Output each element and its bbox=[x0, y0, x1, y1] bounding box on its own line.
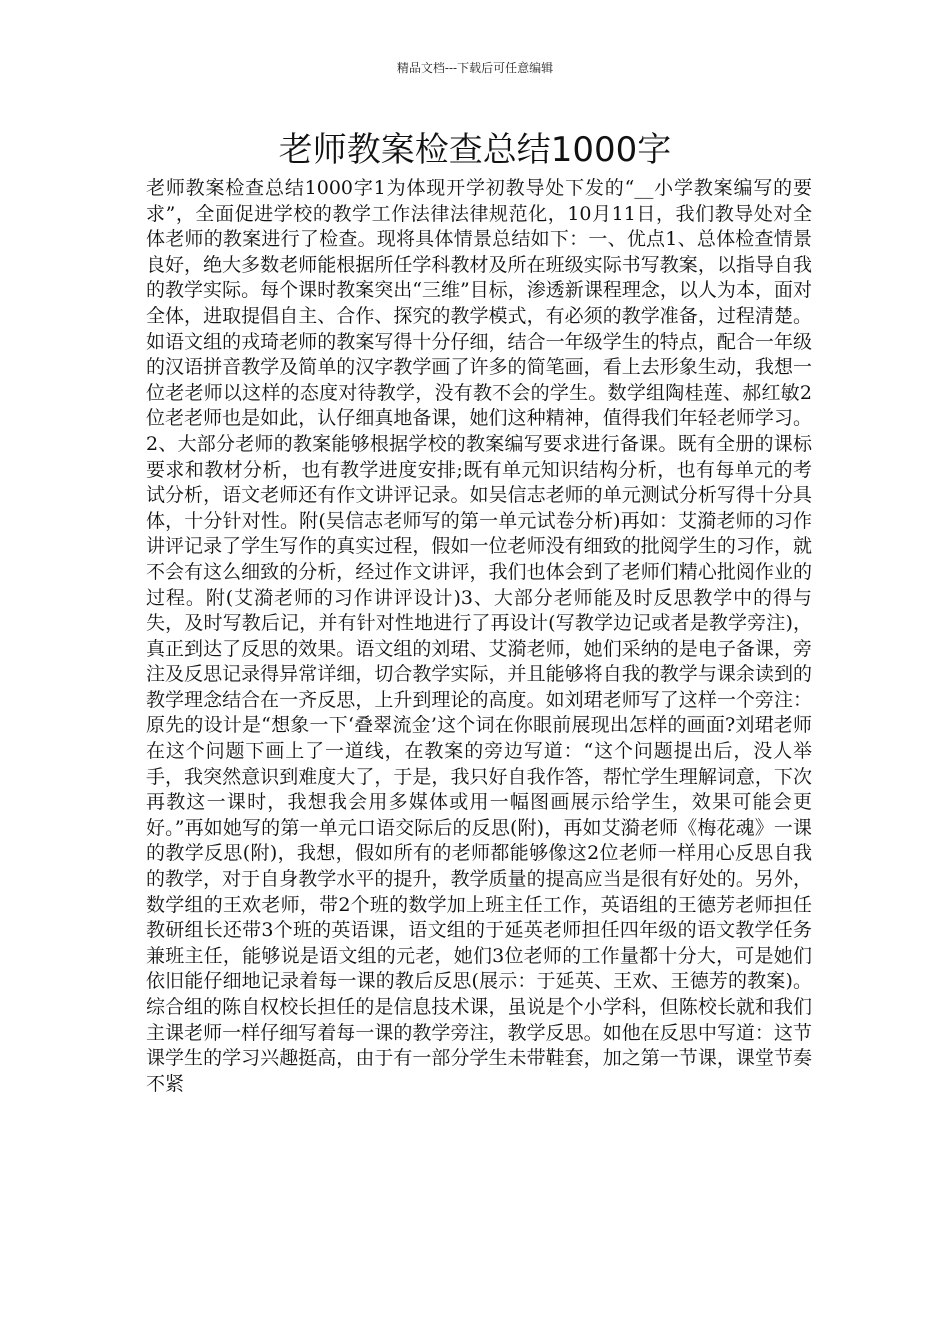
document-body-paragraph: 老师教案检查总结1000字1为体现开学初教导处下发的“__小学教案编写的要求”，全面促进学校的教学工作法律法律规范化，10月11日，我们教导处对全体老师的教案进行了检查。现将具体情景总结如下：一、优点1、总体检查情景良好，绝大多数老师能根据所任学科教材及所在班级实际书写教案，以指导自我的教学实际。每个课时教案突出“三维”目标，渗透新课程理念，以人为本，面对全体，进取提倡自主、合作、探究的教学模式，有必须的教学准备，过程清楚。如语文组的戎琦老师的教案写得十分仔细，结合一年级学生的特点，配合一年级的汉语拼音教学及简单的汉字教学画了许多的简笔画，看上去形象生动，我想一位老老师以这样的态度对待教学，没有教不会的学生。数学组陶桂莲、郝红敏2位老老师也是如此，认仔细真地备课，她们这种精神，值得我们年轻老师学习。2、大部分老师的教案能够根据学校的教案编写要求进行备课。既有全册的课标要求和教材分析，也有教学进度安排;既有单元知识结构分析，也有每单元的考试分析，语文老师还有作文讲评记录。如吴信志老师的单元测试分析写得十分具体，十分针对性。附(吴信志老师写的第一单元试卷分析)再如：艾漪老师的习作讲评记录了学生写作的真实过程，假如一位老师没有细致的批阅学生的习作，就不会有这么细致的分析，经过作文讲评，我们也体会到了老师们精心批阅作业的过程。附(艾漪老师的习作讲评设计)3、大部分老师能及时反思教学中的得与失，及时写教后记，并有针对性地进行了再设计(写教学边记或者是教学旁注)，真正到达了反思的效果。语文组的刘珺、艾漪老师，她们采纳的是电子备课，旁注及反思记录得异常详细，切合教学实际，并且能够将自我的教学与课余读到的教学理念结合在一齐反思，上升到理论的高度。如刘珺老师写了这样一个旁注：原先的设计是“想象一下‘叠翠流金’这个词在你眼前展现出怎样的画面?刘珺老师在这个问题下画上了一道线，在教案的旁边写道：“这个问题提出后，没人举手，我突然意识到难度大了，于是，我只好自我作答，帮忙学生理解词意，下次再教这一课时，我想我会用多媒体或用一幅图画展示给学生，效果可能会更好。”再如她写的第一单元口语交际后的反思(附)，再如艾漪老师《梅花魂》一课的教学反思(附)，我想，假如所有的老师都能够像这2位老师一样用心反思自我的教学，对于自身教学水平的提升，教学质量的提高应当是很有好处的。另外，数学组的王欢老师，带2个班的数学加上班主任工作，英语组的王德芳老师担任教研组长还带3个班的英语课，语文组的于延英老师担任四年级的语文教学任务兼班主任，能够说是语文组的元老，她们3位老师的工作量都十分大，可是她们依旧能仔细地记录着每一课的教后反思(展示：于延英、王欢、王德芳的教案)。综合组的陈自权校长担任的是信息技术课，虽说是个小学科，但陈校长就和我们主课老师一样仔细写着每一课的教学旁注，教学反思。如他在反思中写道：这节课学生的学习兴趣挺高，由于有一部分学生未带鞋套，加之第一节课，课堂节奏不紧 bbox=[146, 177, 812, 1095]
page-header-note: 精品文档---下载后可任意编辑 bbox=[396, 61, 554, 75]
document-title: 老师教案检查总结1000字 bbox=[278, 130, 672, 170]
